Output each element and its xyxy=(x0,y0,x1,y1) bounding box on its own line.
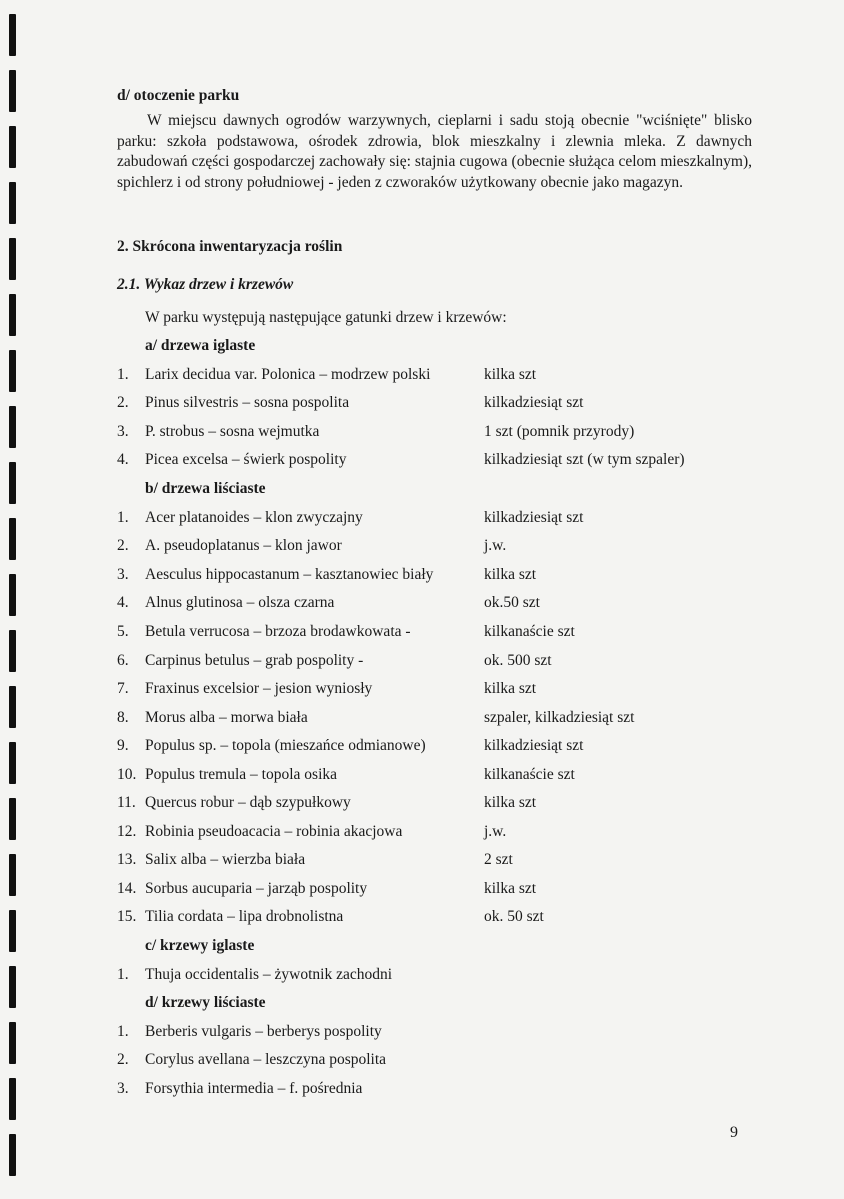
list-item-number: 1. xyxy=(117,366,129,383)
section-heading-surroundings: d/ otoczenie parku xyxy=(117,87,240,104)
species-quantity: j.w. xyxy=(484,823,507,840)
species-quantity: szpaler, kilkadziesiąt szt xyxy=(484,709,635,726)
species-name: Salix alba – wierzba biała xyxy=(145,851,306,868)
list-item-number: 3. xyxy=(117,423,129,440)
species-quantity: kilkadziesiąt szt xyxy=(484,737,584,754)
species-quantity: ok. 50 szt xyxy=(484,908,544,925)
list-item-number: 1. xyxy=(117,1023,129,1040)
list-item-number: 1. xyxy=(117,509,129,526)
list-item-number: 13. xyxy=(117,851,137,868)
list-item-number: 3. xyxy=(117,566,129,583)
species-quantity: kilkadziesiąt szt (w tym szpaler) xyxy=(484,451,685,468)
species-quantity: kilka szt xyxy=(484,794,537,811)
list-item-number: 12. xyxy=(117,823,137,840)
list-item-number: 9. xyxy=(117,737,129,754)
species-name: Picea excelsa – świerk pospolity xyxy=(145,451,347,468)
species-name: Sorbus aucuparia – jarząb pospolity xyxy=(145,880,368,897)
species-quantity: kilkanaście szt xyxy=(484,766,575,783)
subsection-heading-trees-shrubs: 2.1. Wykaz drzew i krzewów xyxy=(117,276,294,293)
species-name: Forsythia intermedia – f. pośrednia xyxy=(145,1080,363,1097)
species-name: P. strobus – sosna wejmutka xyxy=(145,423,320,440)
species-name: Thuja occidentalis – żywotnik zachodni xyxy=(145,966,393,983)
species-quantity: kilkadziesiąt szt xyxy=(484,394,584,411)
species-quantity: kilkadziesiąt szt xyxy=(484,509,584,526)
species-name: Corylus avellana – leszczyna pospolita xyxy=(145,1051,387,1068)
species-quantity: kilka szt xyxy=(484,880,537,897)
species-quantity: kilkanaście szt xyxy=(484,623,575,640)
species-name: Pinus silvestris – sosna pospolita xyxy=(145,394,350,411)
species-name: Aesculus hippocastanum – kasztanowiec biały xyxy=(145,566,434,583)
section-heading-inventory: 2. Skrócona inwentaryzacja roślin xyxy=(117,238,343,255)
species-name: Fraxinus excelsior – jesion wyniosły xyxy=(145,680,373,697)
species-quantity: 1 szt (pomnik przyrody) xyxy=(484,423,635,440)
page-number: 9 xyxy=(730,1124,738,1141)
species-quantity: kilka szt xyxy=(484,680,537,697)
list-item-number: 2. xyxy=(117,1051,129,1068)
list-item-number: 10. xyxy=(117,766,137,783)
species-quantity: j.w. xyxy=(484,537,507,554)
species-name: Populus sp. – topola (mieszańce odmianowe) xyxy=(145,737,426,754)
group-title-deciduous-shrubs: d/ krzewy liściaste xyxy=(145,994,266,1011)
list-item-number: 2. xyxy=(117,394,129,411)
species-quantity: kilka szt xyxy=(484,566,537,583)
list-item-number: 7. xyxy=(117,680,129,697)
species-name: Alnus glutinosa – olsza czarna xyxy=(145,594,335,611)
list-item-number: 3. xyxy=(117,1080,129,1097)
list-item-number: 4. xyxy=(117,594,129,611)
species-name: Carpinus betulus – grab pospolity - xyxy=(145,652,364,669)
species-quantity: 2 szt xyxy=(484,851,513,868)
species-name: Tilia cordata – lipa drobnolistna xyxy=(145,908,344,925)
species-quantity: kilka szt xyxy=(484,366,537,383)
species-name: Betula verrucosa – brzoza brodawkowata - xyxy=(145,623,411,640)
list-item-number: 2. xyxy=(117,537,129,554)
species-name: Acer platanoides – klon zwyczajny xyxy=(145,509,363,526)
species-name: Robinia pseudoacacia – robinia akacjowa xyxy=(145,823,403,840)
species-name: Larix decidua var. Polonica – modrzew polski xyxy=(145,366,431,383)
list-item-number: 6. xyxy=(117,652,129,669)
group-title-conifer-shrubs: c/ krzewy iglaste xyxy=(145,937,255,954)
list-item-number: 8. xyxy=(117,709,129,726)
species-name: Quercus robur – dąb szypułkowy xyxy=(145,794,351,811)
list-item-number: 14. xyxy=(117,880,137,897)
intro-text: W parku występują następujące gatunki drzew i krzewów: xyxy=(145,309,507,326)
list-item-number: 5. xyxy=(117,623,129,640)
paragraph-surroundings: W miejscu dawnych ogrodów warzywnych, cieplarni i sadu stoją obecnie "wciśnięte" blisko parku: szkoła podstawowa, ośrodek zdrowia, blok mieszkalny i zlewnia mleka. Z dawnych zabudowań części gospodarczej zachowały się: stajnia cugowa (obecnie służąca celom mieszkalnym), spichlerz i od strony południowej - jeden z czworaków użytkowany obecnie jako magazyn. xyxy=(117,112,752,191)
list-item-number: 11. xyxy=(117,794,136,811)
species-name: A. pseudoplatanus – klon jawor xyxy=(145,537,342,554)
group-title-conifer-trees: a/ drzewa iglaste xyxy=(145,337,256,354)
list-item-number: 4. xyxy=(117,451,129,468)
list-item-number: 15. xyxy=(117,908,137,925)
species-name: Morus alba – morwa biała xyxy=(145,709,308,726)
group-title-deciduous-trees: b/ drzewa liściaste xyxy=(145,480,266,497)
species-quantity: ok.50 szt xyxy=(484,594,540,611)
species-name: Populus tremula – topola osika xyxy=(145,766,338,783)
list-item-number: 1. xyxy=(117,966,129,983)
species-quantity: ok. 500 szt xyxy=(484,652,552,669)
species-name: Berberis vulgaris – berberys pospolity xyxy=(145,1023,382,1040)
